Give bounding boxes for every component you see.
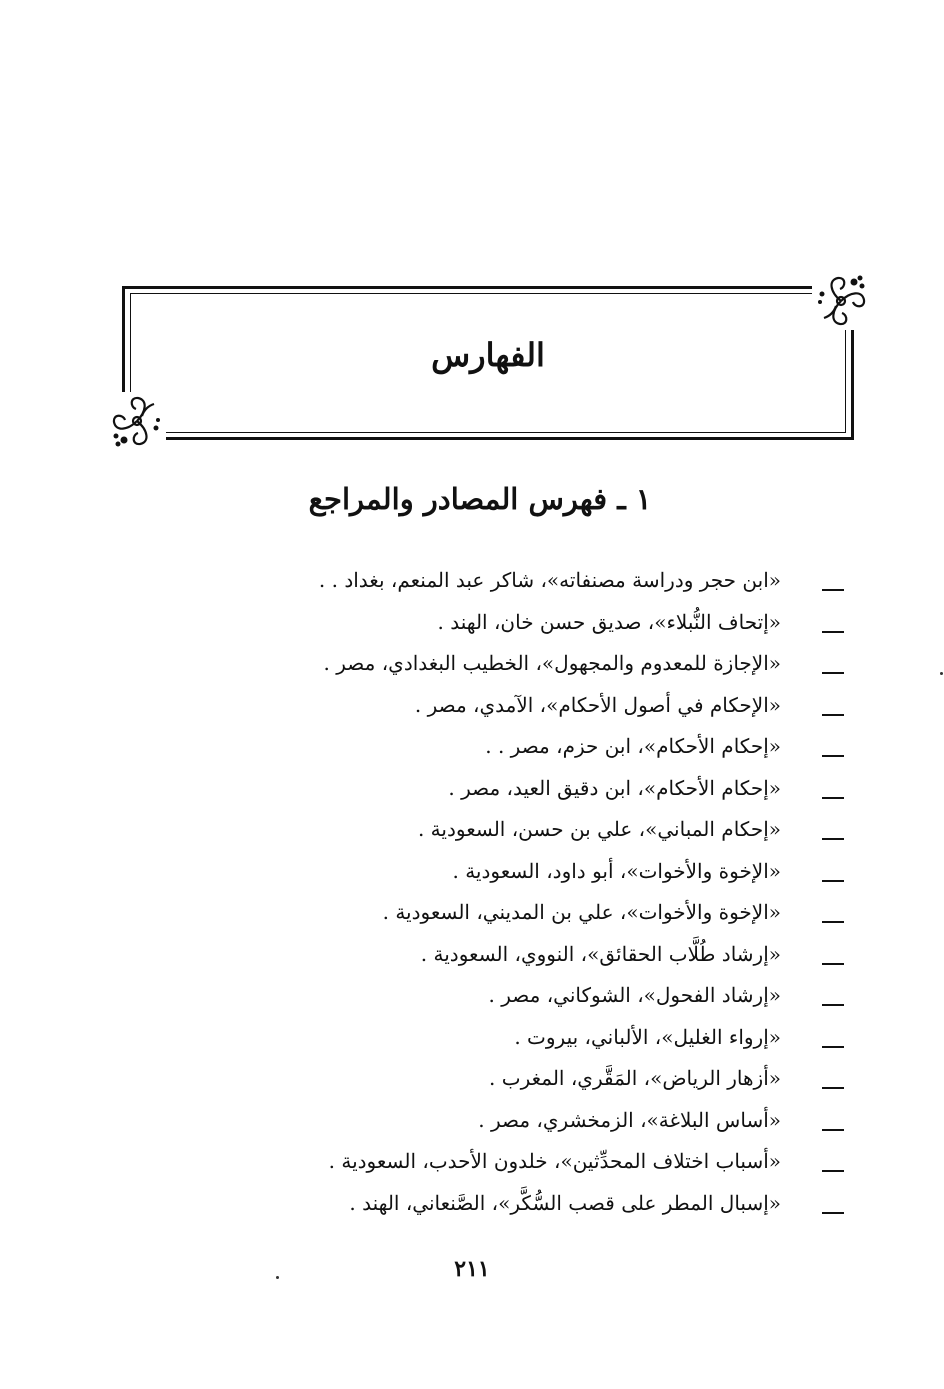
list-item [0,1021,944,1063]
entry-dash [822,1046,844,1048]
entry-text: «إحكام الأحكام»، ابن دقيق العيد، مصر . [448,775,781,800]
list-item [0,1104,944,1146]
floral-ornament-top-right [812,272,870,330]
entry-dash [822,1212,844,1214]
entry-text: «ابن حجر ودراسة مصنفاته»، شاكر عبد المنعم، بغداد . . [318,568,781,592]
entry-dash [822,880,844,882]
list-item [0,813,944,855]
entry-text: «أزهار الرياض»، المَقَّري، المغرب . [489,1066,781,1090]
entry-text: «إرشاد الفحول»، الشوكاني، مصر . [488,983,781,1007]
scan-speck [276,1276,279,1279]
entry-text: «إحكام المباني»، علي بن حسن، السعودية . [417,817,781,841]
entry-text: «إسبال المطر على قصب السُّكَّر»، الصَّنعاني، الهند . [349,1190,781,1215]
indexes-title: الفهارس [431,336,545,374]
list-item [0,979,944,1021]
floral-ornament-bottom-left [108,392,166,450]
entry-dash [822,963,844,965]
list-item [0,938,944,980]
bibliography-list [0,564,944,1228]
entry-dash [822,1087,844,1089]
list-item [0,855,944,897]
entry-dash [822,714,844,716]
entry-dash [822,1004,844,1006]
entry-text: «إرواء الغليل»، الألباني، بيروت . [514,1024,781,1049]
list-item [0,1145,944,1187]
list-item [0,606,944,648]
list-item [0,647,944,689]
entry-dash [822,631,844,633]
entry-dash [822,797,844,799]
scan-speck [940,672,943,675]
entry-text: «إتحاف النُّبلاء»، صديق حسن خان، الهند . [437,609,781,634]
entry-dash [822,1129,844,1131]
entry-text: «أسباب اختلاف المحدِّثين»، خلدون الأحدب، السعودية . [328,1149,781,1173]
list-item [0,730,944,772]
entry-dash [822,838,844,840]
entry-dash [822,672,844,674]
list-item [0,564,944,606]
entry-text: «الإحكام في أصول الأحكام»، الآمدي، مصر . [414,692,781,717]
page-number: ٢١١ [454,1256,490,1282]
list-item [0,1187,944,1229]
entry-dash [822,1170,844,1172]
entry-dash [822,921,844,923]
entry-text: «إرشاد طُلَّاب الحقائق»، النووي، السعودية . [420,941,781,966]
list-item [0,896,944,938]
entry-text: «أساس البلاغة»، الزمخشري، مصر . [478,1107,781,1132]
entry-dash [822,755,844,757]
entry-text: «إحكام الأحكام»، ابن حزم، مصر . . [485,734,781,758]
list-item [0,1062,944,1104]
list-item [0,689,944,731]
entry-dash [822,589,844,591]
entry-text: «الإخوة والأخوات»، علي بن المديني، السعودية . [382,900,781,924]
list-item [0,772,944,814]
sources-references-heading: ١ ـ فهرس المصادر والمراجع [308,482,652,516]
entry-text: «الإجازة للمعدوم والمجهول»، الخطيب البغدادي، مصر . [323,651,781,675]
entry-text: «الإخوة والأخوات»، أبو داود، السعودية . [452,858,781,883]
